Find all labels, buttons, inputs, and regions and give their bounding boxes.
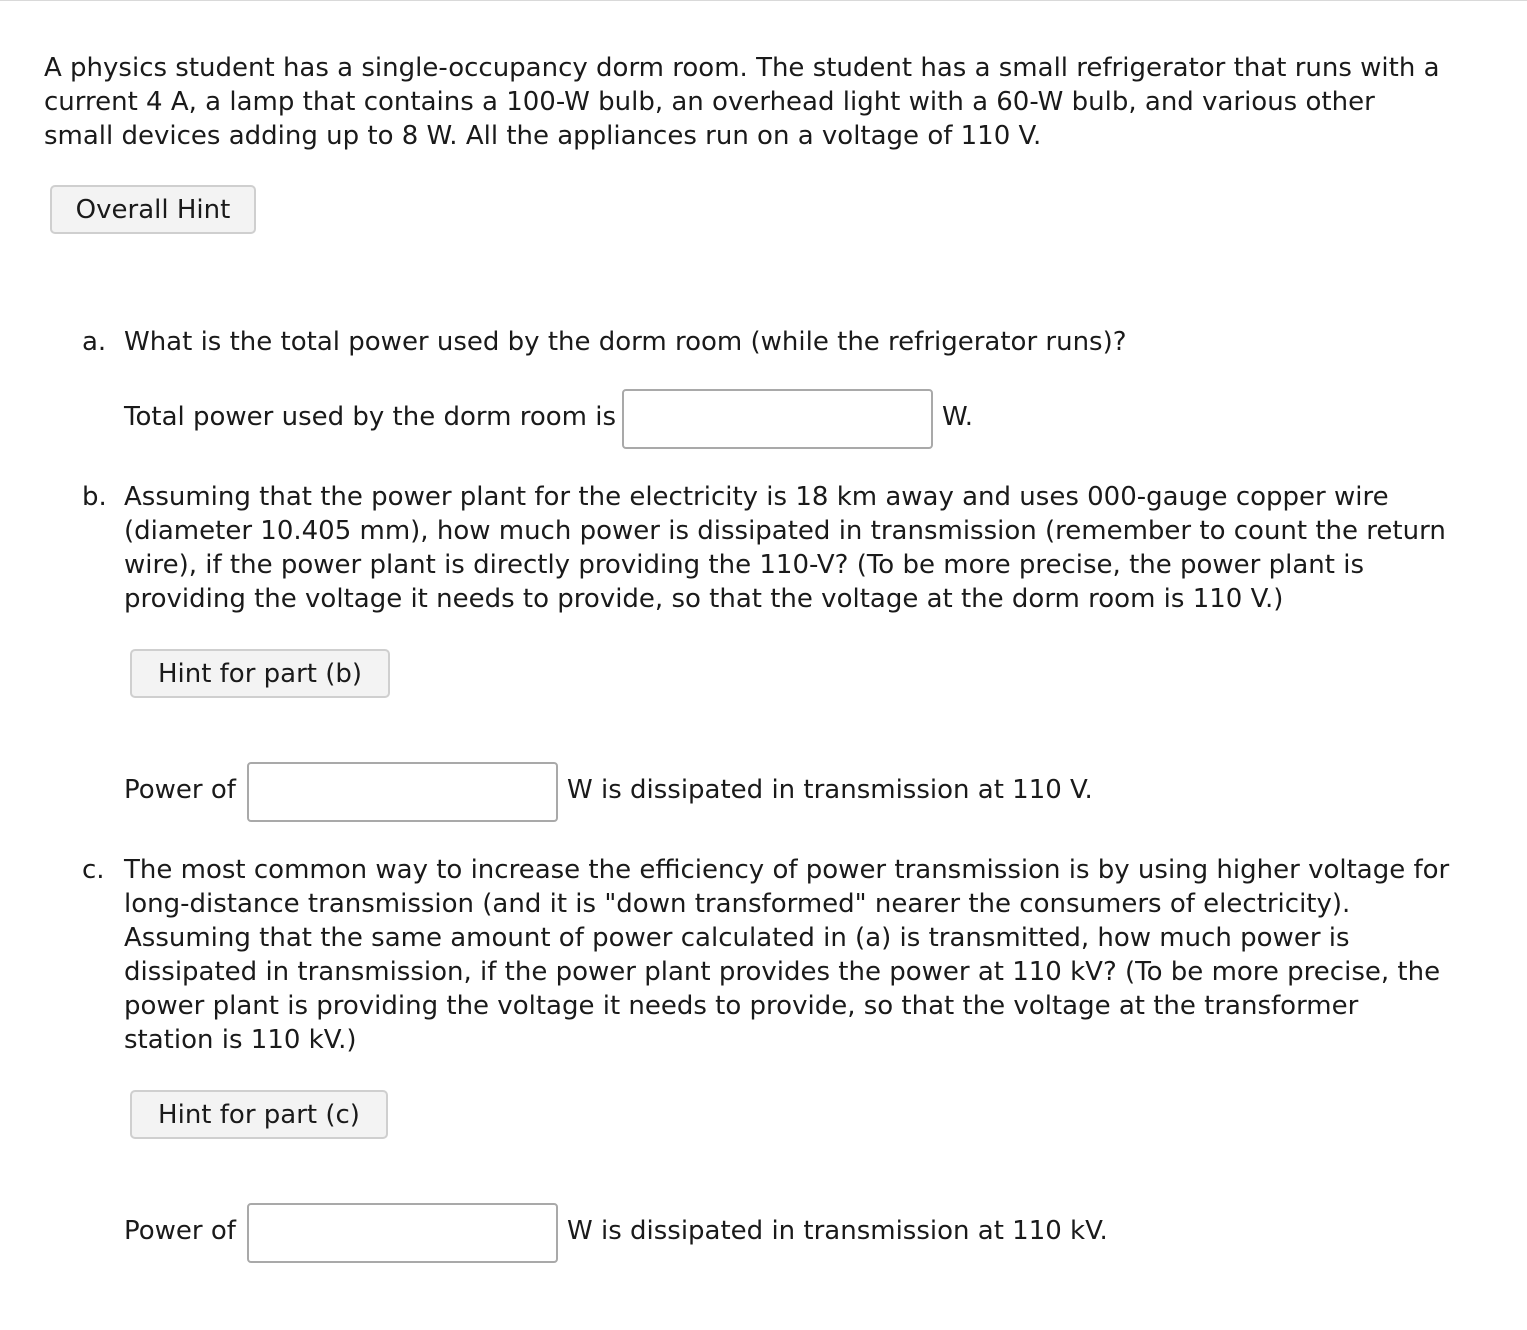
part-b-marker: b. (82, 482, 107, 512)
part-c-line: dissipated in transmission, if the power plant provides the power at 110 kV? (To be more precise, the (124, 957, 1441, 987)
top-divider (0, 0, 1527, 1)
hint-part-c-button[interactable]: Hint for part (c) (130, 1090, 388, 1139)
problem-line: current 4 A, a lamp that contains a 100-W bulb, an overhead light with a 60-W bulb, and various other (44, 87, 1375, 117)
part-c-suffix: W is dissipated in transmission at 110 kV. (567, 1216, 1108, 1246)
part-a-question: What is the total power used by the dorm room (while the refrigerator runs)? (124, 327, 1127, 357)
total-power-input[interactable] (622, 389, 933, 449)
part-b-line: Assuming that the power plant for the electricity is 18 km away and uses 000-gauge copper wire (124, 482, 1389, 512)
part-c-line: The most common way to increase the efficiency of power transmission is by using higher voltage for (124, 855, 1450, 885)
part-c-line: Assuming that the same amount of power calculated in (a) is transmitted, how much power is (124, 923, 1350, 953)
part-c-line: power plant is providing the voltage it needs to provide, so that the voltage at the transformer (124, 991, 1359, 1021)
part-a-prefix: Total power used by the dorm room is (124, 402, 617, 432)
part-a-marker: a. (82, 327, 107, 357)
part-b-suffix: W is dissipated in transmission at 110 V. (567, 775, 1093, 805)
part-b-question (124, 480, 1446, 616)
part-a-unit: W. (942, 402, 973, 432)
hint-part-b-button[interactable]: Hint for part (b) (130, 649, 390, 698)
part-b-line: providing the voltage it needs to provide, so that the voltage at the dorm room is 110 V.) (124, 584, 1284, 614)
part-c-line: station is 110 kV.) (124, 1025, 357, 1055)
problem-statement (44, 51, 1440, 153)
overall-hint-button[interactable]: Overall Hint (50, 185, 256, 234)
part-c-question (124, 853, 1449, 1057)
part-b-line: (diameter 10.405 mm), how much power is dissipated in transmission (remember to count the return (124, 516, 1446, 546)
transmission-loss-110kv-input[interactable] (247, 1203, 558, 1263)
part-c-line: long-distance transmission (and it is "down transformed" nearer the consumers of electricity). (124, 889, 1351, 919)
part-b-line: wire), if the power plant is directly providing the 110-V? (To be more precise, the power plant is (124, 550, 1364, 580)
part-c-prefix: Power of (124, 1216, 236, 1246)
part-b-prefix: Power of (124, 775, 236, 805)
problem-line: A physics student has a single-occupancy dorm room. The student has a small refrigerator that runs with a (44, 53, 1440, 83)
part-c-marker: c. (82, 855, 105, 885)
problem-line: small devices adding up to 8 W. All the appliances run on a voltage of 110 V. (44, 121, 1042, 151)
transmission-loss-110v-input[interactable] (247, 762, 558, 822)
